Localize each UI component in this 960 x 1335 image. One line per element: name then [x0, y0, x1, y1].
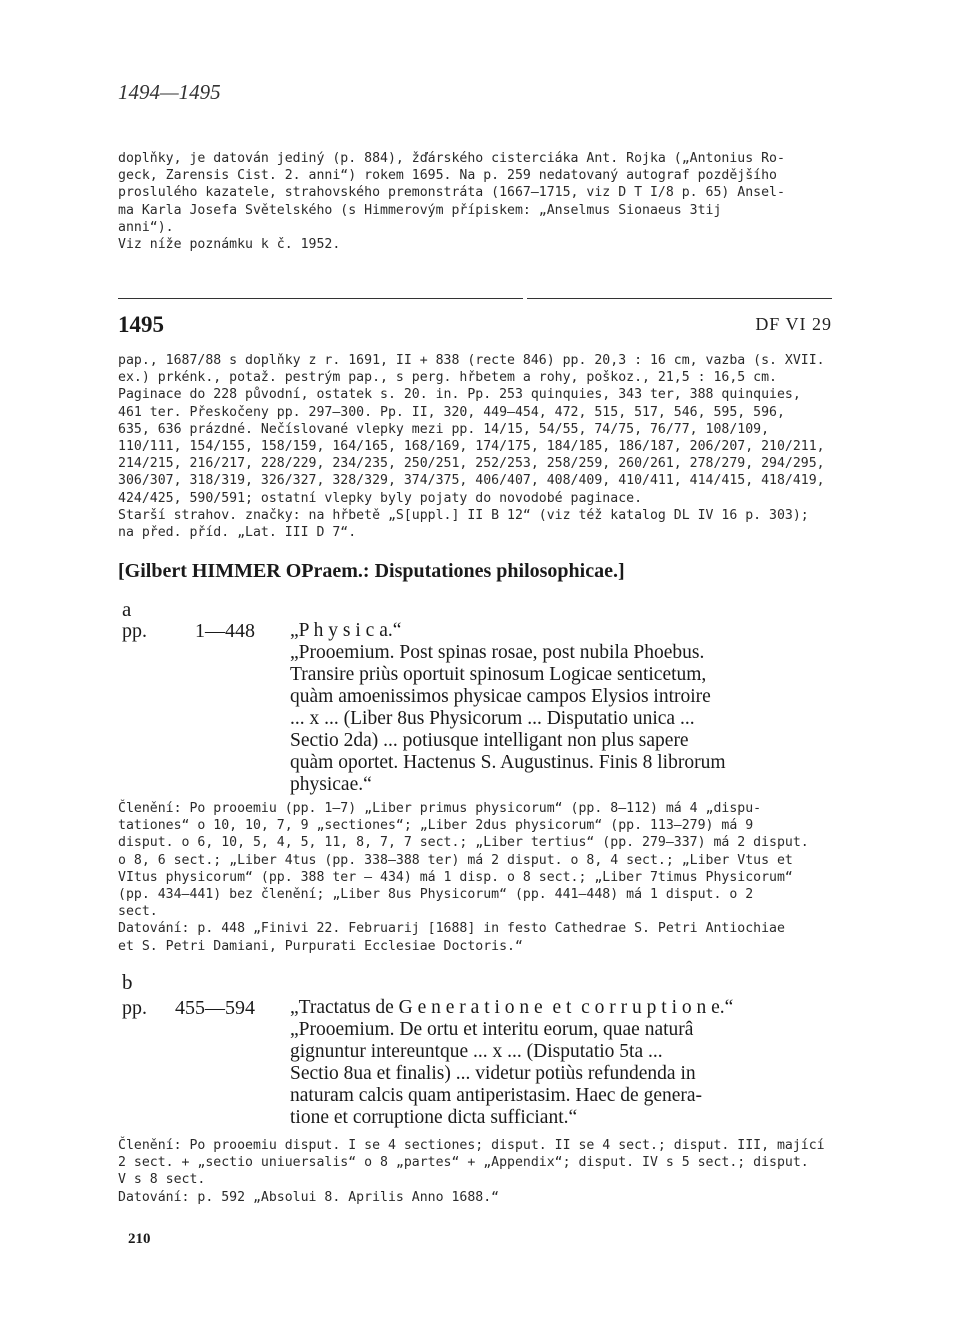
- previous-entry-line: Viz níže poznámku k č. 1952.: [118, 237, 341, 253]
- part-a-page-range: 1—448: [195, 620, 255, 642]
- notes-line: Členění: Po prooemiu disput. I se 4 sectiones; disput. II se 4 sect.; disput. III, mající: [118, 1138, 825, 1153]
- incipit-line: quàm amoenissimos physicae campos Elysios introire: [290, 686, 711, 707]
- description-line: 424/425, 590/591; ostatní vlepky byly pojaty do novodobé paginace.: [118, 490, 643, 506]
- previous-entry-line: proslulého kazatele, strahovského premonstráta (1667—1715, viz D T I/8 p. 65) Ansel-: [118, 185, 785, 201]
- description-line: Starší strahov. značky: na hřbetě „S[uppl.] II B 12“ (viz též katalog DL IV 16 p. 303);: [118, 507, 809, 523]
- incipit-line: ... x ... (Liber 8us Physicorum ... Disputatio unica ...: [290, 708, 695, 729]
- previous-entry-line: anni“).: [118, 219, 174, 235]
- incipit-line: „Tractatus de G e n e r a t i o n e e t c o r r u p t i o n e.“: [290, 997, 734, 1018]
- entry-number: 1495: [118, 312, 164, 337]
- incipit-line: naturam calcis quam antiperistasim. Haec de genera-: [290, 1085, 703, 1106]
- part-a-incipit: [290, 620, 850, 796]
- description-line: ex.) prkénk., potaž. pestrým pap., s perg. hřbetem a rohy, poškoz., 21,5 : 16,5 cm.: [118, 370, 777, 386]
- part-letter-b: b: [122, 970, 133, 994]
- description-line: 110/111, 154/155, 158/159, 164/165, 168/169, 174/175, 184/185, 186/187, 206/207, 210/211,: [118, 439, 825, 455]
- previous-entry-text: [118, 150, 842, 253]
- description-line: 306/307, 318/319, 326/327, 328/329, 374/375, 406/407, 408/409, 410/411, 414/415, 418/419,: [118, 473, 825, 489]
- incipit-line: Sectio 2da) ... potiusque intelligant non plus sapere: [290, 730, 689, 751]
- incipit-line: gignuntur intereuntque ... x ... (Disputatio 5ta ...: [290, 1041, 663, 1062]
- shelfmark: DF VI 29: [755, 314, 832, 334]
- notes-line: Datování: p. 592 „Absolui 8. Aprilis Anno 1688.“: [118, 1189, 500, 1205]
- incipit-line: „Prooemium. Post spinas rosae, post nubila Phoebus.: [290, 642, 705, 663]
- part-b-notes: [118, 1137, 842, 1206]
- incipit-line: Transire priùs oportuit spinosum Logicae senticetum,: [290, 664, 707, 685]
- physical-description: [118, 352, 842, 541]
- incipit-line: physicae.“: [290, 774, 372, 795]
- notes-line: (pp. 434—441) bez členění; „Liber 8us Physicorum“ (pp. 441—448) má 1 disput. o 2: [118, 887, 754, 903]
- description-line: 635, 636 prázdné. Nečíslované vlepky mezi pp. 14/15, 54/55, 74/75, 76/77, 108/109,: [118, 421, 770, 437]
- incipit-line: „P h y s i c a.“: [290, 620, 402, 641]
- part-b-incipit: [290, 997, 850, 1129]
- notes-line: V s 8 sect.: [118, 1172, 206, 1188]
- description-line: na před. příd. „Lat. III D 7“.: [118, 525, 357, 541]
- running-head: 1494—1495: [118, 80, 221, 104]
- notes-line: o 8, 6 sect.; „Liber 4tus (pp. 338—388 ter) má 2 disput. o 8, 4 sect.; „Liber Vtus et: [118, 852, 793, 868]
- previous-entry-line: doplňky, je datován jediný (p. 884), žďárského cisterciáka Ant. Rojka („Antonius Ro-: [118, 151, 785, 166]
- notes-line: et S. Petri Damiani, Purpurati Ecclesiae Doctoris.“: [118, 938, 523, 954]
- notes-line: Členění: Po prooemiu (pp. 1—7) „Liber primus physicorum“ (pp. 8—112) má 4 „dispu-: [118, 801, 762, 816]
- description-line: Paginace do 228 původní, ostatek s. 20. in. Pp. 253 quinquies, 343 ter, 388 quinquies,: [118, 387, 801, 403]
- incipit-line: „Prooemium. De ortu et interitu eorum, quae naturâ: [290, 1019, 694, 1040]
- notes-line: VItus physicorum“ (pp. 388 ter — 434) má 1 disp. o 8 sect.; „Liber 7timus Physicorum“: [118, 869, 793, 885]
- incipit-line: Sectio 8ua et finalis) ... videtur potiùs refundenda in: [290, 1063, 696, 1084]
- part-b-pp-label: pp.: [122, 997, 147, 1019]
- notes-line: tationes“ o 10, 10, 7, 9 „sectiones“; „Liber 2dus physicorum“ (pp. 113—279) má 9: [118, 818, 754, 834]
- description-line: 214/215, 216/217, 228/229, 234/235, 250/251, 252/253, 258/259, 260/261, 278/279, 294/295,: [118, 456, 825, 472]
- description-line: pap., 1687/88 s doplňky z r. 1691, II + 838 (recte 846) pp. 20,3 : 16 cm, vazba (s. XVII.: [118, 353, 825, 368]
- part-letter-a: a: [122, 597, 132, 621]
- notes-line: 2 sect. + „sectio uniuersalis“ o 8 „partes“ + „Appendix“; disput. IV s 5 sect.; disput.: [118, 1155, 809, 1171]
- part-a-pp-label: pp.: [122, 620, 147, 642]
- notes-line: sect.: [118, 904, 158, 920]
- part-b-page-range: 455—594: [175, 997, 255, 1019]
- part-a-notes: [118, 800, 842, 955]
- separator-rule-left: [118, 298, 523, 299]
- previous-entry-line: geck, Zarensis Cist. 2. anni“) rokem 1695. Na p. 259 nedatovaný autograf pozdějšího: [118, 168, 777, 184]
- work-title: [Gilbert HIMMER OPraem.: Disputationes philosophicae.]: [118, 560, 625, 582]
- incipit-line: tione et corruptione dicta sufficiant.“: [290, 1107, 578, 1128]
- notes-line: Datování: p. 448 „Finivi 22. Februarij [1688] in festo Cathedrae S. Petri Antiochiae: [118, 921, 785, 937]
- description-line: 461 ter. Přeskočeny pp. 297—300. Pp. II, 320, 449—454, 472, 515, 517, 546, 595, 596,: [118, 404, 785, 420]
- page-number: 210: [128, 1231, 151, 1247]
- separator-rule-right: [527, 298, 832, 299]
- incipit-line: quàm oportet. Hactenus S. Augustinus. Finis 8 librorum: [290, 752, 726, 773]
- previous-entry-line: ma Karla Josefa Světelského (s Himmerovým přípiskem: „Anselmus Sionaeus 3tij: [118, 202, 722, 218]
- notes-line: disput. o 6, 10, 5, 4, 5, 11, 8, 7, 7 sect.; „Liber tertius“ (pp. 279—337) má 2 disput.: [118, 835, 809, 851]
